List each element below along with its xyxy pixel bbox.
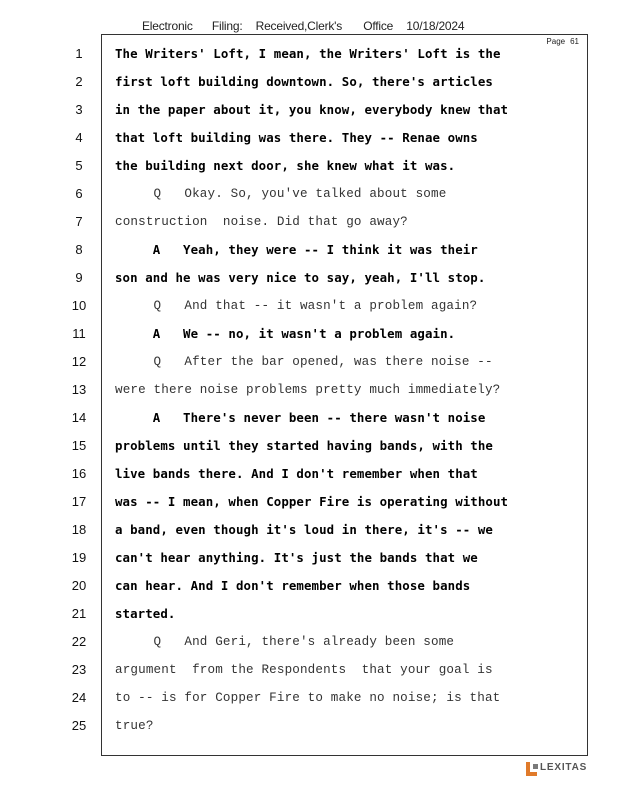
lexitas-logo-text: LEXITAS — [540, 762, 588, 773]
transcript-line: in the paper about it, you know, everybody knew that — [115, 102, 509, 117]
transcript-line: started. — [115, 606, 176, 621]
transcript-line: a band, even though it's loud in there, it's -- we — [115, 522, 493, 537]
page-number-label: Page — [546, 37, 566, 46]
transcript-line: argument from the Respondents that your goal is — [115, 663, 493, 677]
transcript-line: The Writers' Loft, I mean, the Writers' Loft is the — [115, 46, 501, 61]
line-number: 12 — [71, 354, 87, 369]
line-number: 13 — [71, 382, 87, 397]
line-number: 24 — [71, 690, 87, 705]
transcript-line: to -- is for Copper Fire to make no noise; is that — [115, 691, 501, 705]
transcript-line: can hear. And I don't remember when those bands — [115, 578, 471, 593]
line-number: 5 — [75, 158, 83, 173]
transcript-line: was -- I mean, when Copper Fire is operating without — [115, 494, 509, 509]
line-number: 22 — [71, 634, 87, 649]
transcript-line: the building next door, she knew what it was. — [115, 158, 456, 173]
line-number: 18 — [71, 522, 87, 537]
line-number: 20 — [71, 578, 87, 593]
transcript-line: Q And that -- it wasn't a problem again? — [115, 299, 478, 313]
line-number: 2 — [75, 74, 83, 89]
line-number-column — [68, 45, 90, 745]
filing-word: Office — [363, 19, 394, 33]
transcript-line: construction noise. Did that go away? — [115, 215, 408, 229]
line-number: 1 — [75, 46, 83, 61]
transcript-line: Q After the bar opened, was there noise -- — [115, 355, 493, 369]
filing-word: Filing: — [211, 19, 243, 33]
line-number: 19 — [71, 550, 87, 565]
line-number: 4 — [75, 130, 83, 145]
line-number: 11 — [72, 326, 86, 341]
filing-date: 10/18/2024 — [406, 19, 465, 33]
page-number-value: 61 — [570, 37, 579, 46]
line-number: 7 — [75, 214, 83, 229]
transcript-line: problems until they started having bands, with the — [115, 438, 493, 453]
lexitas-logo — [524, 758, 587, 776]
transcript-line: son and he was very nice to say, yeah, I'll stop. — [115, 270, 486, 285]
line-number: 3 — [75, 102, 83, 117]
line-number: 6 — [75, 186, 83, 201]
transcript-line: Q And Geri, there's already been some — [115, 635, 455, 649]
transcript-body — [115, 45, 585, 745]
transcript-line: live bands there. And I don't remember when that — [115, 466, 478, 481]
transcript-line: first loft building downtown. So, there's articles — [115, 74, 493, 89]
transcript-line: Q Okay. So, you've talked about some — [115, 187, 447, 201]
line-number: 10 — [71, 298, 87, 313]
line-number: 14 — [71, 410, 87, 425]
transcript-line: A Yeah, they were -- I think it was their — [115, 242, 478, 257]
transcript-line: A We -- no, it wasn't a problem again. — [115, 326, 456, 341]
line-number: 8 — [75, 242, 83, 257]
lexitas-logo-mark-icon — [524, 762, 538, 776]
transcript-line: that loft building was there. They -- Renae owns — [115, 130, 478, 145]
transcript-line: true? — [115, 719, 154, 733]
electronic-filing-header — [142, 19, 464, 33]
filing-word: Received,Clerk's — [255, 19, 343, 33]
line-number: 23 — [71, 662, 87, 677]
line-number: 16 — [71, 466, 87, 481]
transcript-line: were there noise problems pretty much immediately? — [115, 383, 501, 397]
line-number: 21 — [71, 606, 87, 621]
line-number: 17 — [71, 494, 87, 509]
transcript-line: can't hear anything. It's just the bands that we — [115, 550, 478, 565]
line-number: 25 — [71, 718, 87, 733]
filing-word: Electronic — [142, 19, 193, 33]
transcript-line: A There's never been -- there wasn't noise — [115, 410, 486, 425]
line-number: 15 — [71, 438, 87, 453]
line-number: 9 — [75, 270, 83, 285]
